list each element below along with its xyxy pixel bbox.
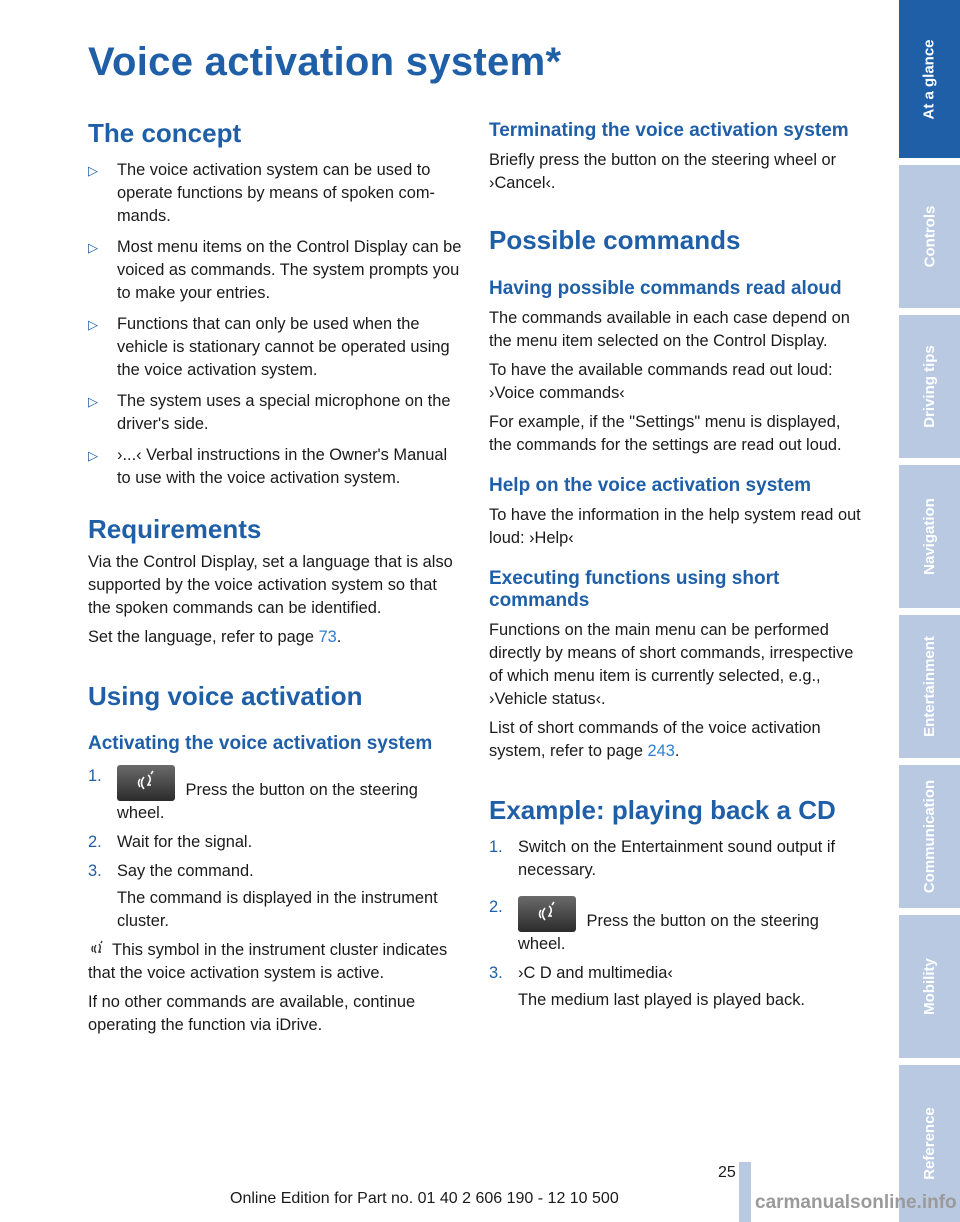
step-item: 2. Press the button on the steering wheel.: [489, 898, 819, 954]
tab-navigation[interactable]: Navigation: [899, 465, 960, 608]
activation-steps: [88, 765, 464, 933]
read-aloud-text: To have the available commands read out loud: ›Voice commands‹: [489, 360, 833, 402]
list-item: ▷ Functions that can only be used when the vehicle is stationary cannot be operated using the voice activation system.: [88, 315, 450, 380]
terminating-heading: Terminating the voice activation system: [489, 120, 849, 141]
tab-reference[interactable]: Reference: [899, 1065, 960, 1222]
triangle-bullet-icon: ▷: [88, 163, 98, 179]
triangle-bullet-icon: ▷: [88, 394, 98, 410]
voice-button-icon: [117, 765, 175, 801]
step-item: 1. Press the button on the steering wheel.: [88, 767, 418, 823]
chapter-tabs: [899, 0, 960, 1222]
triangle-bullet-icon: ▷: [88, 240, 98, 256]
tab-at-a-glance[interactable]: At a glance: [899, 0, 960, 158]
watermark: carmanualsonline.info: [755, 1192, 957, 1213]
read-aloud-text: The commands available in each case depend on the menu item selected on the Control Display.: [489, 308, 850, 350]
step-subtext: The command is displayed in the instrument cluster.: [117, 889, 438, 931]
step-item: 3. Say the command. The command is displayed in the instrument cluster.: [88, 860, 464, 933]
terminating-text: Briefly press the button on the steering wheel or ›Cancel‹.: [489, 150, 837, 192]
page-link[interactable]: 73: [318, 628, 337, 647]
page-number: 25: [718, 1164, 736, 1181]
example-heading: Example: playing back a CD: [489, 795, 836, 826]
voice-button-icon: [518, 896, 576, 932]
concept-list: [88, 159, 464, 490]
list-item: ▷ ›...‹ Verbal instructions in the Owner's Manual to use with the voice activation system.: [88, 446, 448, 488]
using-heading: Using voice activation: [88, 681, 363, 712]
step-subtext: The medium last played is played back.: [518, 991, 805, 1010]
step-number: 2.: [489, 898, 503, 917]
step-number: 3.: [88, 862, 102, 881]
list-item: ▷ The system uses a special microphone on the driver's side.: [88, 392, 451, 434]
concept-heading: The concept: [88, 118, 242, 148]
tab-mobility[interactable]: Mobility: [899, 915, 960, 1058]
step-item: 2. Wait for the signal.: [88, 831, 464, 854]
triangle-bullet-icon: ▷: [88, 448, 98, 464]
voice-symbol-icon: [88, 939, 108, 959]
list-item: ▷ Most menu items on the Control Display can be voiced as commands. The system prompts you to make your entries.: [88, 238, 462, 303]
requirements-text: Via the Control Display, set a language that is also supported by the voice activation system so that the spoken commands can be identified.: [88, 553, 453, 618]
short-commands-heading: Executing functions using short commands: [489, 567, 780, 612]
page-link[interactable]: 243: [647, 742, 675, 761]
tab-communication[interactable]: Communication: [899, 765, 960, 908]
tab-controls[interactable]: Controls: [899, 165, 960, 308]
read-aloud-text: For example, if the "Settings" menu is displayed, the commands for the settings are read out loud.: [489, 412, 842, 454]
tab-driving-tips[interactable]: Driving tips: [899, 315, 960, 458]
read-aloud-heading: Having possible commands read aloud: [489, 277, 842, 299]
step-number: 2.: [88, 833, 102, 852]
possible-commands-heading: Possible commands: [489, 224, 741, 255]
step-number: 3.: [489, 964, 503, 983]
example-steps: [489, 836, 863, 1012]
symbol-note: This symbol in the instrument cluster indicates that the voice activation system is active.: [88, 941, 448, 983]
left-column: [88, 118, 464, 1037]
step-item: 3. ›C D and multimedia‹ The medium last played is played back.: [489, 962, 863, 1012]
language-reference: Set the language, refer to page 73.: [88, 628, 342, 647]
activating-heading: Activating the voice activation system: [88, 732, 433, 754]
footer-edition: Online Edition for Part no. 01 40 2 606 190 - 12 10 500: [230, 1190, 619, 1207]
triangle-bullet-icon: ▷: [88, 317, 98, 333]
tab-entertainment[interactable]: Entertainment: [899, 615, 960, 758]
short-commands-text: Functions on the main menu can be performed directly by means of short commands, irrespective of which menu item is currently selected, e.g., ›Vehicle status‹.: [489, 621, 854, 709]
help-text: To have the information in the help system read out loud: ›Help‹: [489, 505, 861, 547]
step-number: 1.: [489, 838, 503, 857]
step-item: 1. Switch on the Entertainment sound output if necessary.: [489, 838, 836, 880]
step-number: 1.: [88, 767, 102, 786]
right-column: [489, 120, 863, 1018]
page-title: Voice activation system*: [88, 40, 562, 84]
help-heading: Help on the voice activation system: [489, 474, 812, 496]
short-commands-reference: List of short commands of the voice activation system, refer to page 243.: [489, 719, 821, 761]
list-item: ▷ The voice activation system can be used to operate functions by means of spoken commands.: [88, 161, 435, 226]
requirements-heading: Requirements: [88, 514, 262, 545]
no-commands-note: If no other commands are available, continue operating the function via iDrive.: [88, 993, 416, 1035]
page-marker-bar: [739, 1162, 751, 1222]
